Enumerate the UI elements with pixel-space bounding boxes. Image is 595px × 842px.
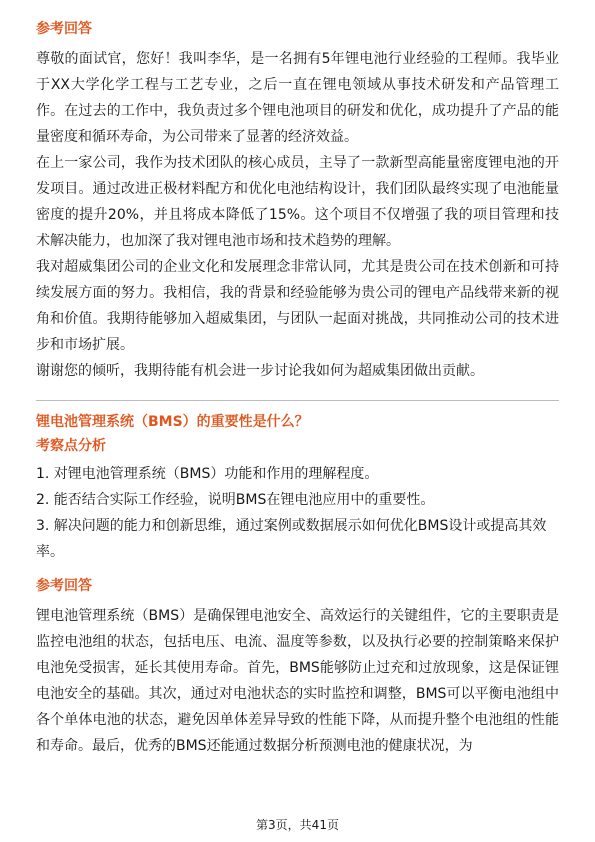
page-content <box>36 20 559 759</box>
question-title: 锂电池管理系统（BMS）的重要性是什么？ <box>36 414 309 430</box>
answer-paragraph-3: 我对超威集团公司的企业文化和发展理念非常认同，尤其是贵公司在技术创新和可持续发展方面的努力。我相信，我的背景和经验能够为贵公司的锂电产品线带来新的视角和价值。我期待能够加入超威集团，与团队一起面对挑战，共同推动公司的技术进步和市场扩展。 <box>36 259 559 353</box>
reference-answer-heading-2: 参考回答 <box>36 578 92 594</box>
analysis-item-2: 2. 能否结合实际工作经验，说明BMS在锂电池应用中的重要性。 <box>36 492 435 508</box>
analysis-item-3: 3. 解决问题的能力和创新思维，通过案例或数据展示如何优化BMS设计或提高其效率。 <box>36 518 547 560</box>
answer-paragraph-1: 尊敬的面试官，您好！我叫李华，是一名拥有5年锂电池行业经验的工程师。我毕业于XX大学化学工程与工艺专业，之后一直在锂电领域从事技术研发和产品管理工作。在过去的工作中，我负责过多个锂电池项目的研发和优化，成功提升了产品的能量密度和循环寿命，为公司带来了显著的经济效益。 <box>36 51 559 145</box>
bms-answer-paragraph: 锂电池管理系统（BMS）是确保锂电池安全、高效运行的关键组件，它的主要职责是监控电池组的状态，包括电压、电流、温度等参数，以及执行必要的控制策略来保护电池免受损害，延长其使用寿命。首先，BMS能够防止过充和过放现象，这是保证锂电池安全的基础。其次，通过对电池状态的实时监控和调整，BMS可以平衡电池组中各个单体电池的状态，避免因单体差异导致的性能下降，从而提升整个电池组的性能和寿命。最后，优秀的BMS还能通过数据分析预测电池的健康状况，为 <box>36 608 559 754</box>
answer-paragraph-4: 谢谢您的倾听，我期待能有机会进一步讨论我如何为超威集团做出贡献。 <box>36 363 484 379</box>
page-number-footer: 第3页，共41页 <box>256 818 339 832</box>
analysis-heading: 考察点分析 <box>36 438 106 454</box>
section-divider <box>36 400 559 401</box>
reference-answer-heading-1: 参考回答 <box>36 21 92 37</box>
analysis-item-1: 1. 对锂电池管理系统（BMS）功能和作用的理解程度。 <box>36 466 379 482</box>
answer-paragraph-2: 在上一家公司，我作为技术团队的核心成员，主导了一款新型高能量密度锂电池的开发项目。通过改进正极材料配方和优化电池结构设计，我们团队最终实现了电池能量密度的提升20%，并且将成本降低了15%。这个项目不仅增强了我的项目管理和技术解决能力，也加深了我对锂电池市场和技术趋势的理解。 <box>36 155 559 249</box>
